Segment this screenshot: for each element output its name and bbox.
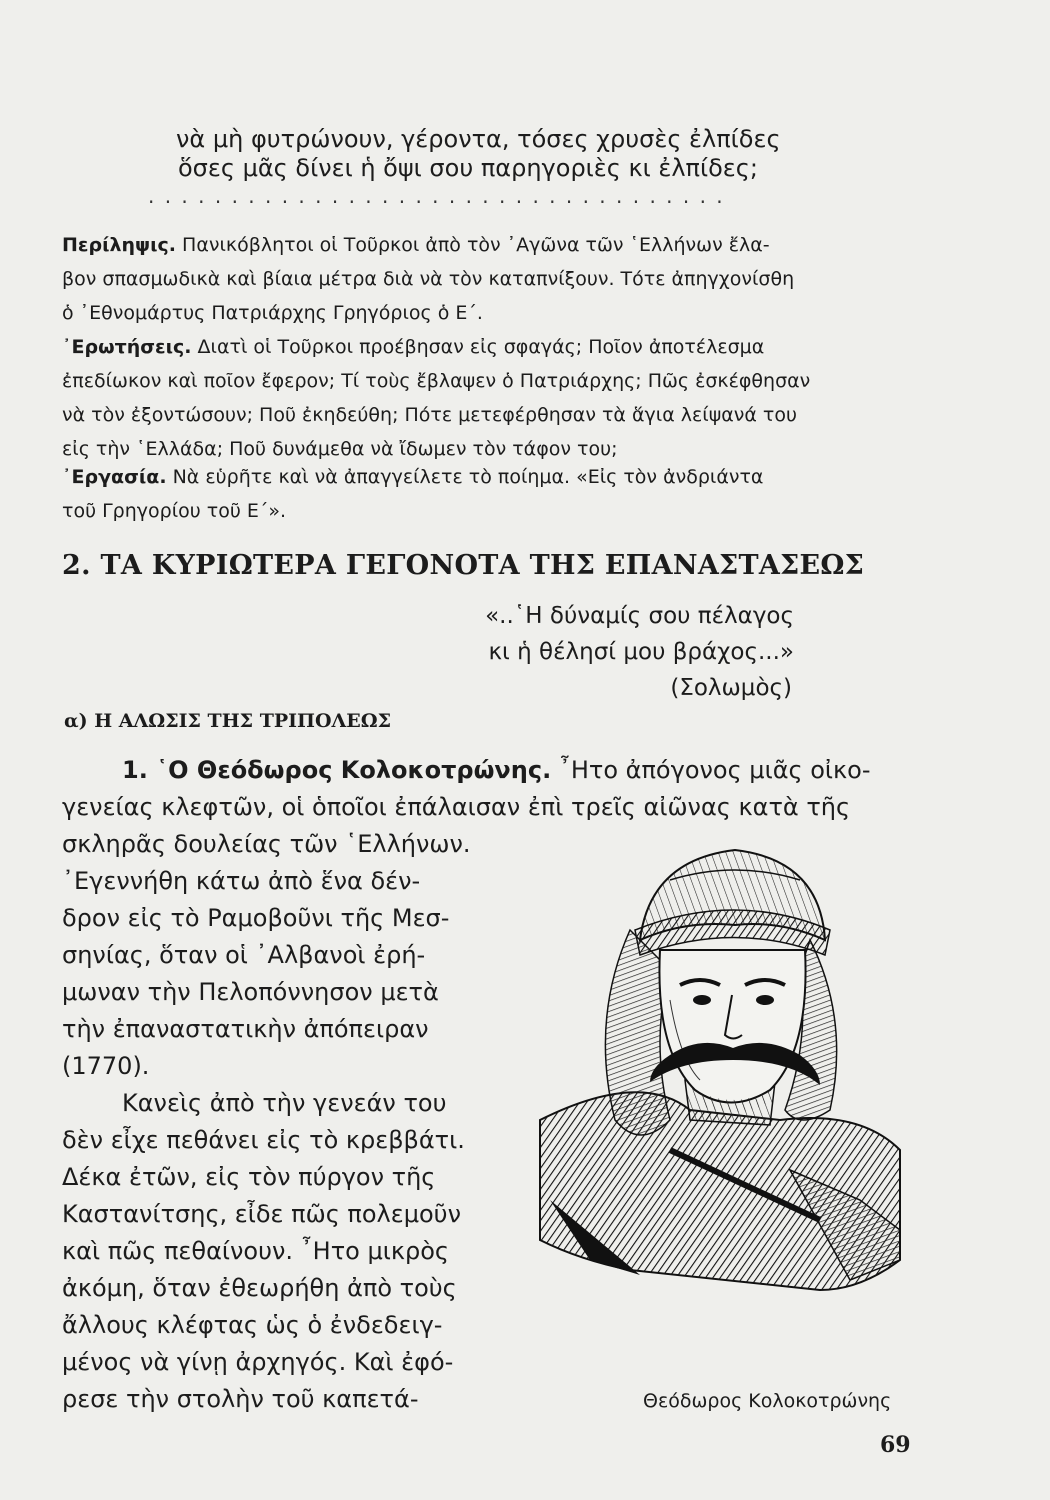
body-line-13: Καστανίτσης, εἶδε πῶς πολεμοῦν — [62, 1200, 461, 1228]
kolokotronis-portrait — [520, 820, 920, 1360]
motto-source: (Σολωμὸς) — [670, 675, 792, 701]
summary-line-3: ὁ ᾿Εθνομάρτυς Πατριάρχης Γρηγόριος ὁ Ε΄. — [62, 302, 483, 324]
questions-line-3: νὰ τὸν ἐξοντώσουν; Ποῦ ἐκηδεύθη; Πότε μετεφέρθησαν τὰ ἅγια λείψανά του — [62, 404, 797, 426]
section-title: α) Η ΑΛΩΣΙΣ ΤΗΣ ΤΡΙΠΟΛΕΩΣ — [64, 710, 392, 732]
poem-line-2: ὅσες μᾶς δίνει ἡ ὄψι σου παρηγοριὲς κι ἐλπίδες; — [178, 154, 758, 182]
body-heading: 1. ῾Ο Θεόδωρος Κολοκοτρώνης. — [122, 756, 552, 784]
body-line-12: Δέκα ἐτῶν, εἰς τὸν πύργον τῆς — [62, 1163, 436, 1191]
body-line-4: ᾿Εγεννήθη κάτω ἀπὸ ἕνα δέν- — [62, 867, 421, 895]
chapter-title: 2. ΤΑ ΚΥΡΙΩΤΕΡΑ ΓΕΓΟΝΟΤΑ ΤΗΣ ΕΠΑΝΑΣΤΑΣΕΩΣ — [62, 550, 865, 581]
body-line-7: μωναν τὴν Πελοπόννησον μετὰ — [62, 978, 439, 1006]
body-line-10: Κανεὶς ἀπὸ τὴν γενεάν του — [122, 1089, 447, 1117]
summary-paragraph — [62, 228, 794, 330]
body-text-column — [62, 863, 465, 1418]
body-line-5: δρον εἰς τὸ Ραμοβοῦνι τῆς Μεσ- — [62, 904, 450, 932]
body-line-17: μένος νὰ γίνῃ ἀρχηγός. Καὶ ἐφό- — [62, 1348, 454, 1376]
poem-line-1: νὰ μὴ φυτρώνουν, γέροντα, τόσες χρυσὲς ἐλπίδες — [176, 125, 781, 153]
body-line-2: γενείας κλεφτῶν, οἱ ὁποῖοι ἐπάλαισαν ἐπὶ τρεῖς αἰῶνας κατὰ τῆς — [62, 793, 851, 821]
summary-line-1: Πανικόβλητοι οἱ Τοῦρκοι ἀπὸ τὸν ᾿Αγῶνα τῶν ῾Ελλήνων ἔλα- — [176, 234, 770, 256]
questions-label: ᾿Ερωτήσεις. — [62, 336, 192, 358]
body-line-18: ρεσε τὴν στολὴν τοῦ καπετά- — [62, 1385, 419, 1413]
summary-label: Περίληψις. — [62, 234, 176, 256]
work-line-2: τοῦ Γρηγορίου τοῦ Ε΄». — [62, 500, 287, 522]
body-line-14: καὶ πῶς πεθαίνουν. ῏Ητο μικρὸς — [62, 1237, 450, 1265]
motto-line-1: «..῾Η δύναμίς σου πέλαγος — [485, 603, 794, 629]
work-line-1: Νὰ εὑρῆτε καὶ νὰ ἀπαγγείλετε τὸ ποίημα. «Εἰς τὸν ἀνδριάντα — [166, 466, 764, 488]
body-line-8: τὴν ἐπαναστατικὴν ἀπόπειραν — [62, 1015, 429, 1043]
work-label: ᾿Εργασία. — [62, 466, 167, 488]
body-line-11: δὲν εἶχε πεθάνει εἰς τὸ κρεββάτι. — [62, 1126, 465, 1154]
body-line-3: σκληρᾶς δουλείας τῶν ῾Ελλήνων. — [62, 830, 471, 858]
questions-paragraph — [62, 330, 810, 466]
questions-line-4: εἰς τὴν ῾Ελλάδα; Ποῦ δυνάμεθα νὰ ἴδωμεν τὸν τάφον του; — [62, 438, 618, 460]
body-line-6: σηνίας, ὅταν οἱ ᾿Αλβανοὶ ἐρή- — [62, 941, 426, 969]
page-number: 69 — [880, 1432, 911, 1458]
portrait-caption: Θεόδωρος Κολοκοτρώνης — [643, 1390, 892, 1412]
ellipsis-line: · · · · · · · · · · · · · · · · · · · · · · · · · · · · · · · · · · · — [148, 190, 725, 214]
body-line-16: ἄλλους κλέφτας ὡς ὁ ἐνδεδειγ- — [62, 1311, 443, 1339]
motto-line-2: κι ἡ θέλησί μου βράχος...» — [488, 639, 794, 665]
body-line-9: (1770). — [62, 1052, 150, 1080]
questions-line-1: Διατὶ οἱ Τοῦρκοι προέβησαν εἰς σφαγάς; Ποῖον ἀποτέλεσμα — [191, 336, 765, 358]
work-paragraph — [62, 460, 763, 528]
summary-line-2: βον σπασμωδικὰ καὶ βίαια μέτρα διὰ νὰ τὸν καταπνίξουν. Τότε ἀπηγχονίσθη — [62, 268, 795, 290]
body-line-1: ῏Ητο ἀπόγονος μιᾶς οἰκο- — [551, 756, 871, 784]
body-line-15: ἀκόμη, ὅταν ἐθεωρήθη ἀπὸ τοὺς — [62, 1274, 457, 1302]
questions-line-2: ἐπεδίωκον καὶ ποῖον ἔφερον; Τί τοὺς ἔβλαψεν ὁ Πατριάρχης; Πῶς ἐσκέφθησαν — [62, 370, 811, 392]
